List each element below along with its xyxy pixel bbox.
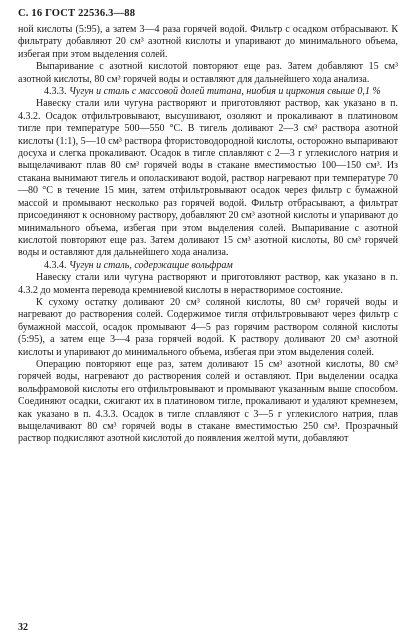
paragraph: Навеску стали или чугуна растворяют и приготовляют раствор, как указано в п. 4.3.2. Осадок отфильтровывают, высушивают, озоляют и прокаливают в платиновом тигле при температуре 500—550 °С. В тигель доливают 2—3 см³ раствора азотной кислоты (1:1), 5—10 см³ раствора фтористоводородной кислоты, осторожно выпаривают досуха и слегка прокаливают. Осадок в тигле сплавляют с 2—3 г углекислого натрия и выщелачивают плав 80 см³ горячей воды в стакане вместимостью 100—150 см³. Из стакана вынимают тигель и ополаскивают водой, раствор нагревают при температуре 70—80 °С в течение 15 мин, затем отфильтровывают осадок через фильтр с бумажной массой и промывают несколько раз горячей водой. Фильтр отбрасывают, а фильтрат присоединяют к основному раствору, добавляют 20 см³ азотной кислоты и упаривают до минимального объема, избегая при этом выделения солей. Выпаривание с азотной кислотой повторяют еще раз. Затем доливают 15 см³ азотной кислоты, 80 см³ горячей воды и оставляют для дальнейшего хода анализа.	[18, 98, 398, 259]
section-title: Чугун и сталь с массовой долей титана, ниобия и циркония свыше 0,1 %	[69, 86, 381, 98]
page-header: С. 16 ГОСТ 22536.3—88	[18, 8, 136, 19]
paragraph: Операцию повторяют еще раз, затем доливают 15 см³ азотной кислоты, 80 см³ горячей воды, нагревают до растворения солей и оставляют. При выделении осадка вольфрамовой кислоты его отфильтровывают и промывают указанным выше способом. Соединяют осадки, сжигают их в платиновом тигле, прокаливают и удаляют кремнезем, как указано в п. 4.3.3. Осадок в тигле сплавляют с 3—5 г углекислого натрия, плав выщелачивают 80 см³ горячей воды в стакане вместимостью 250 см³. Прозрачный раствор подкисляют азотной кислотой до появления желтой мути, добавляют	[18, 358, 398, 445]
section-title: Чугун и сталь, содержащие вольфрам	[69, 259, 233, 271]
section-heading-4-3-4	[18, 260, 398, 272]
document-body	[18, 24, 398, 446]
paragraph: Выпаривание с азотной кислотой повторяют еще раз. Затем добавляют 15 см³ азотной кислоты, 80 см³ горячей воды и оставляют для дальнейшего хода анализа.	[18, 61, 398, 85]
page-number: 32	[18, 622, 28, 633]
section-number: 4.3.4.	[44, 259, 67, 271]
paragraph: К сухому остатку доливают 20 см³ соляной кислоты, 80 см³ горячей воды и нагревают до растворения солей. Содержимое тигля отфильтровывают через фильтр с бумажной массой, осадок промывают 4—5 раз горячим раствором соляной кислоты (5:95), а затем еще 3—4 раза горячей водой. К раствору доливают 20 см³ азотной кислоты и упаривают до минимального объема, избегая при этом выделения солей.	[18, 296, 398, 358]
paragraph-continued: ной кислоты (5:95), а затем 3—4 раза горячей водой. Фильтр с осадком отбрасывают. К фильтрату добавляют 20 см³ азотной кислоты и упаривают до минимального объема, избегая при этом выделения солей.	[18, 24, 398, 60]
paragraph: Навеску стали или чугуна растворяют и приготовляют раствор, как указано в п. 4.3.2 до момента перевода кремниевой кислоты в нерастворимое состояние.	[18, 272, 398, 296]
section-heading-4-3-3	[18, 86, 398, 98]
section-number: 4.3.3.	[44, 86, 67, 98]
